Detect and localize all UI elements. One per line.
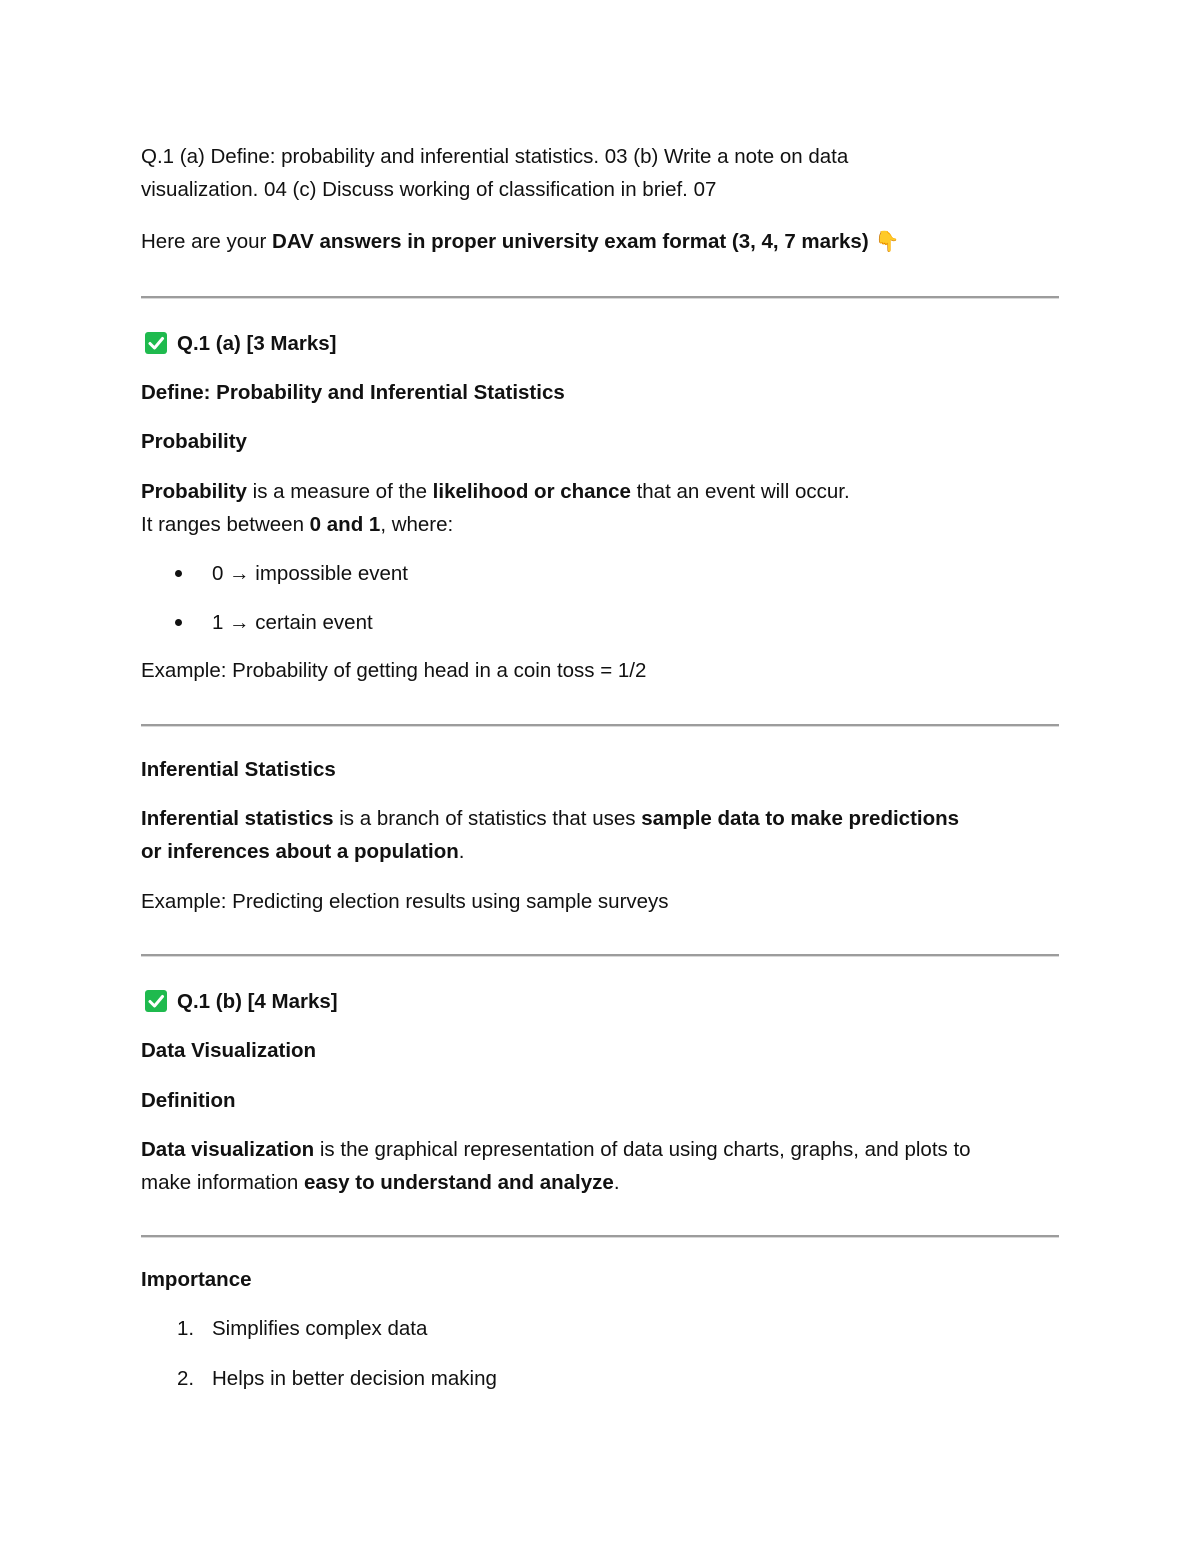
section-a-title: Define: Probability and Inferential Statistics (141, 381, 565, 404)
probability-def-end: that an event will occur. (630, 480, 850, 503)
inferential-definition-line-2 (141, 835, 464, 868)
intro-line (141, 225, 900, 259)
list-item: 0 → impossible event (212, 562, 408, 585)
divider (141, 954, 1059, 957)
section-b-heading (141, 985, 338, 1018)
bullet-dot (175, 570, 182, 577)
section-a-heading (141, 327, 337, 360)
visualization-def-prefix: make information (141, 1171, 304, 1194)
range-end: , where: (380, 513, 454, 536)
list-number: 1. (177, 1317, 195, 1340)
inferential-def-bold-1: sample data to make predictions (641, 807, 960, 830)
divider (141, 1235, 1059, 1238)
section-a-heading-text: Q.1 (a) [3 Marks] (177, 332, 337, 355)
question-line-2: visualization. 04 (c) Discuss working of classification in brief. 07 (141, 178, 717, 201)
section-b-heading-text: Q.1 (b) [4 Marks] (177, 990, 338, 1013)
pointing-down-icon: 👇 (874, 231, 900, 253)
check-mark-icon (145, 990, 167, 1012)
question-line-1: Q.1 (a) Define: probability and inferential statistics. 03 (b) Write a note on data (141, 145, 849, 168)
probability-def-bold: likelihood or chance (432, 480, 631, 503)
intro-bold: DAV answers in proper university exam format (3, 4, 7 marks) (272, 230, 869, 253)
inferential-def-mid: is a branch of statistics that uses (333, 807, 642, 830)
inferential-example: Example: Predicting election results using sample surveys (141, 890, 669, 913)
range-prefix: It ranges between (141, 513, 310, 536)
visualization-def-end: . (613, 1171, 620, 1194)
definition-heading: Definition (141, 1089, 236, 1112)
check-mark-icon (145, 332, 167, 354)
inferential-term: Inferential statistics (141, 807, 334, 830)
probability-term: Probability (141, 480, 247, 503)
list-number: 2. (177, 1367, 195, 1390)
probability-example: Example: Probability of getting head in a coin toss = 1/2 (141, 659, 647, 682)
probability-def-mid: is a measure of the (246, 480, 433, 503)
probability-range (141, 508, 453, 541)
probability-definition (141, 475, 850, 508)
bullet-dot (175, 619, 182, 626)
visualization-def-mid: is the graphical representation of data using charts, graphs, and plots to (314, 1138, 971, 1161)
divider (141, 724, 1059, 727)
importance-heading: Importance (141, 1268, 252, 1291)
visualization-definition-line-1 (141, 1133, 971, 1166)
inferential-subheading: Inferential Statistics (141, 758, 336, 781)
intro-prefix: Here are your (141, 230, 273, 253)
inferential-definition-line-1 (141, 802, 959, 835)
visualization-def-bold: easy to understand and analyze (303, 1171, 614, 1194)
list-item: Helps in better decision making (212, 1367, 497, 1390)
list-item: Simplifies complex data (212, 1317, 428, 1340)
list-item: 1 → certain event (212, 611, 373, 634)
divider (141, 296, 1059, 299)
inferential-def-end: . (458, 840, 465, 863)
section-b-title: Data Visualization (141, 1039, 317, 1062)
visualization-term: Data visualization (141, 1138, 315, 1161)
inferential-def-bold-2: or inferences about a population (141, 840, 459, 863)
range-bold: 0 and 1 (309, 513, 381, 536)
visualization-definition-line-2 (141, 1166, 620, 1199)
probability-subheading: Probability (141, 430, 247, 453)
